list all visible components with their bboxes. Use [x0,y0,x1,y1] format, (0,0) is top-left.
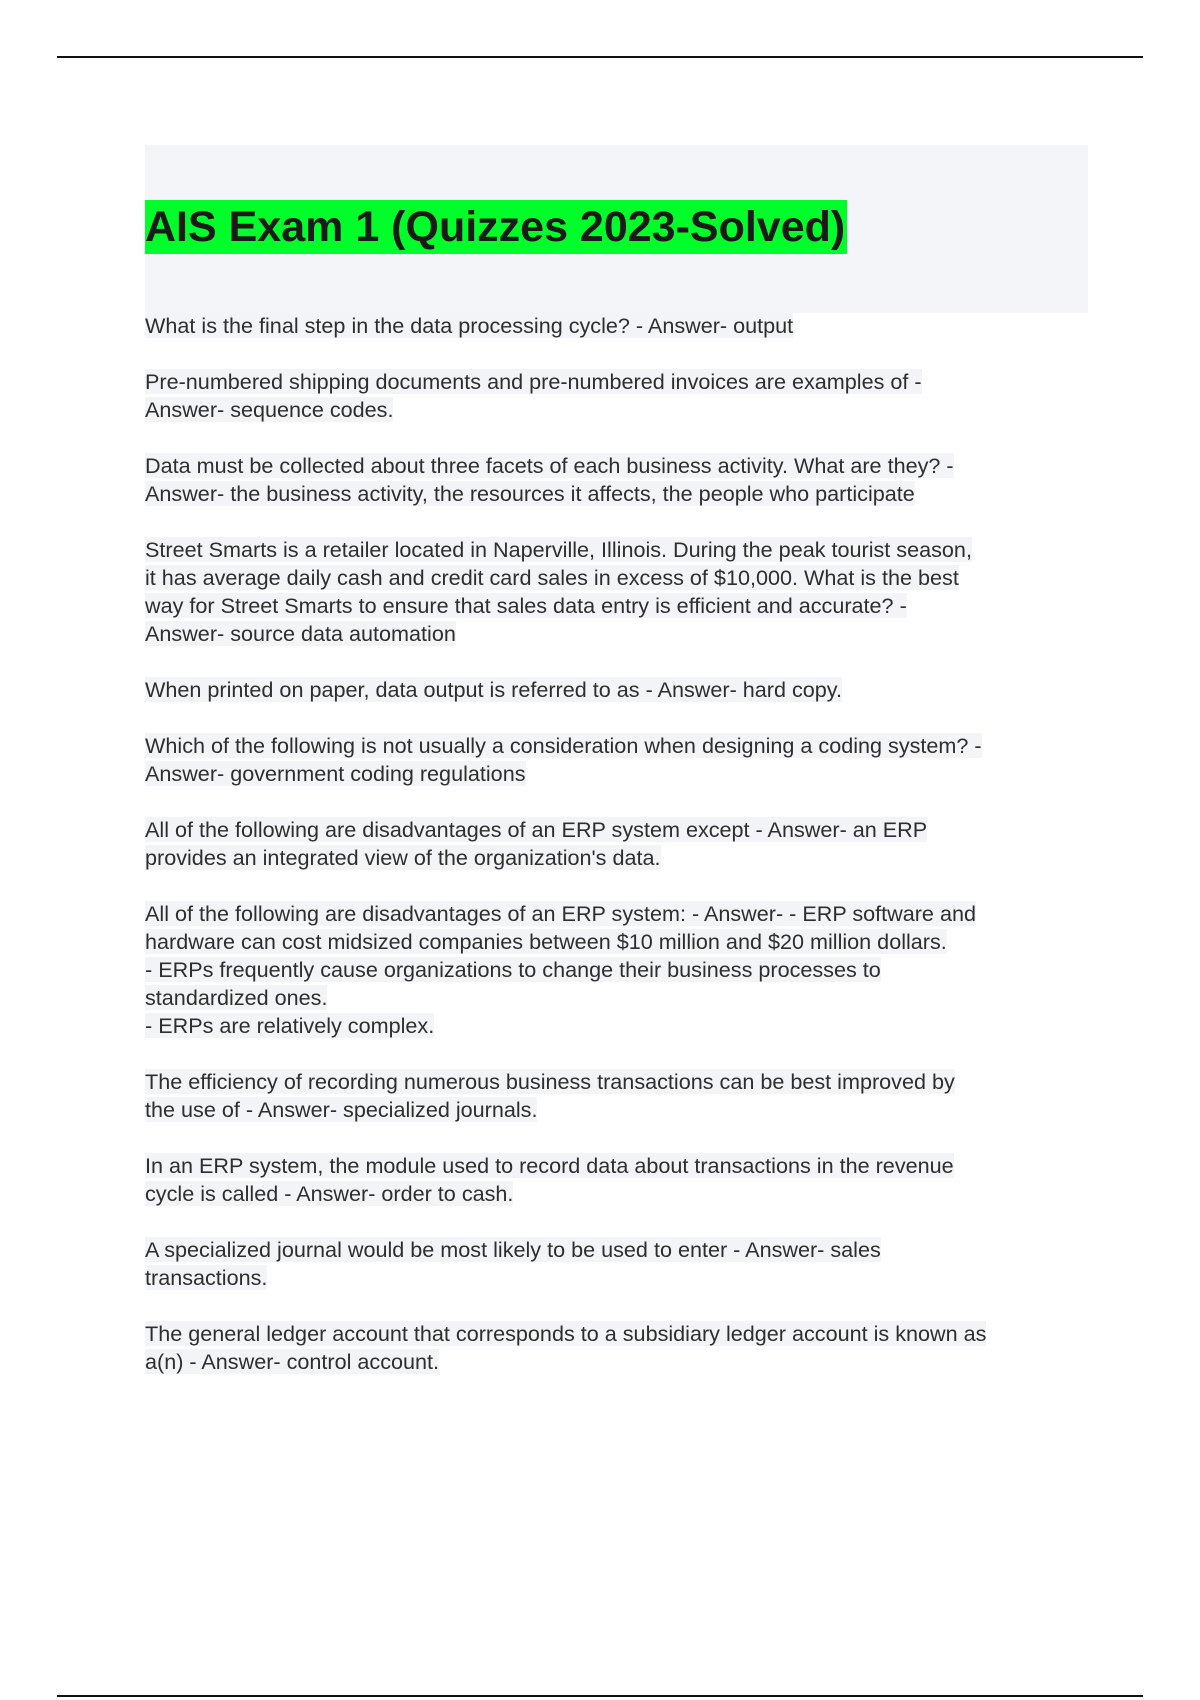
bottom-rule [57,1695,1143,1697]
qa-line-text: a(n) - Answer- control account. [145,1349,440,1374]
qa-line-text: The general ledger account that corresponds to a subsidiary ledger account is known as [145,1321,987,1346]
qa-line-text: cycle is called - Answer- order to cash. [145,1181,514,1206]
qa-line [145,452,1090,480]
qa-line [145,312,1090,340]
qa-line [145,620,1090,648]
qa-line [145,956,1090,984]
qa-line-text: - ERPs frequently cause organizations to change their business processes to [145,957,881,982]
document-title: AIS Exam 1 (Quizzes 2023-Solved) [145,200,847,254]
qa-line [145,1180,1090,1208]
qa-line [145,732,1090,760]
qa-line-text: Answer- sequence codes. [145,397,394,422]
qa-line [145,1152,1090,1180]
qa-line [145,592,1090,620]
qa-line-text: Data must be collected about three facets of each business activity. What are they? - [145,453,954,478]
qa-line [145,1068,1090,1096]
qa-line [145,900,1090,928]
qa-line-text: provides an integrated view of the organization's data. [145,845,661,870]
qa-item [145,368,1090,424]
qa-line-text: - ERPs are relatively complex. [145,1013,435,1038]
qa-line-text: The efficiency of recording numerous business transactions can be best improved by [145,1069,955,1094]
qa-line [145,368,1090,396]
qa-item [145,732,1090,788]
qa-line-text: it has average daily cash and credit card sales in excess of $10,000. What is the best [145,565,959,590]
qa-item [145,900,1090,1040]
qa-line-text: way for Street Smarts to ensure that sales data entry is efficient and accurate? - [145,593,907,618]
qa-line-text: A specialized journal would be most likely to be used to enter - Answer- sales [145,1237,881,1262]
qa-item [145,312,1090,340]
qa-line-text: Pre-numbered shipping documents and pre-numbered invoices are examples of - [145,369,922,394]
qa-line [145,396,1090,424]
qa-line [145,928,1090,956]
qa-line [145,984,1090,1012]
qa-item [145,536,1090,648]
qa-line-text: All of the following are disadvantages of an ERP system except - Answer- an ERP [145,817,928,842]
qa-list [145,312,1090,1404]
qa-line [145,1236,1090,1264]
qa-line [145,760,1090,788]
qa-line [145,1320,1090,1348]
qa-line-text: Answer- source data automation [145,621,456,646]
qa-line-text: Answer- the business activity, the resources it affects, the people who participate [145,481,915,506]
qa-line-text: In an ERP system, the module used to record data about transactions in the revenue [145,1153,954,1178]
qa-item [145,676,1090,704]
qa-item [145,1236,1090,1292]
qa-line-text: hardware can cost midsized companies between $10 million and $20 million dollars. [145,929,947,954]
title-block [145,145,1088,313]
qa-line [145,1264,1090,1292]
qa-line [145,1012,1090,1040]
qa-item [145,816,1090,872]
qa-line [145,480,1090,508]
qa-line-text: What is the final step in the data processing cycle? - Answer- output [145,313,794,338]
qa-line [145,1096,1090,1124]
qa-line-text: All of the following are disadvantages of an ERP system: - Answer- - ERP software and [145,901,976,926]
qa-item [145,1152,1090,1208]
qa-line [145,564,1090,592]
qa-line [145,816,1090,844]
qa-line-text: Which of the following is not usually a consideration when designing a coding system? - [145,733,982,758]
qa-item [145,1320,1090,1376]
qa-line [145,844,1090,872]
qa-line [145,1348,1090,1376]
qa-line-text: When printed on paper, data output is referred to as - Answer- hard copy. [145,677,842,702]
qa-line-text: transactions. [145,1265,268,1290]
qa-line-text: Answer- government coding regulations [145,761,526,786]
qa-line-text: Street Smarts is a retailer located in Naperville, Illinois. During the peak tourist season, [145,537,972,562]
qa-line-text: standardized ones. [145,985,328,1010]
qa-item [145,452,1090,508]
top-rule [57,56,1143,58]
qa-item [145,1068,1090,1124]
qa-line [145,676,1090,704]
qa-line [145,536,1090,564]
qa-line-text: the use of - Answer- specialized journals. [145,1097,538,1122]
